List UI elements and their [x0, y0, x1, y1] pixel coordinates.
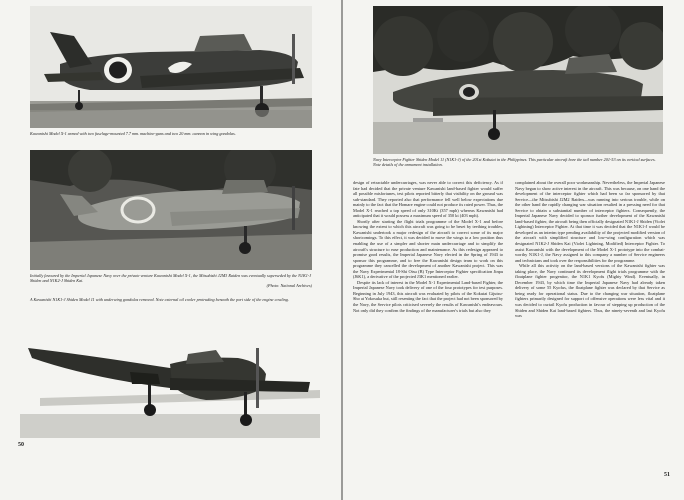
page-number-left: 50 — [18, 442, 24, 448]
photo-shiden-n1k1j — [20, 318, 320, 438]
photo-credit: (Photo: National Archives) — [266, 283, 312, 289]
photo-mitsubishi-raiden — [30, 150, 312, 270]
left-page — [0, 0, 341, 500]
caption-photo-2-text: Initially favoured by the Imperial Japanese Navy over the private venture Kawanishi Model X-1, the Mitsubishi J2M3 Raiden was eventually superseded by the N1K1-J Shiden and N1K2-J Shiden Kai. — [30, 273, 312, 284]
paragraph: While all this activity on the land-based versions of the Kawanishi fighter was taking place, the Navy continued its development flight trials programme with the floatplane fighter progenitor, the N1K1 Kyofu (Mighty Wind). Eventually, in December 1943, by which time the Imperial Japanese Navy had already taken delivery of some 55 Kyofus, the floatplane fighter was declared by that Service as being ready for operational status. Due to the changing war situation, floatplane fighters primarily designed for support of offensive operations were less vital and it was decided to curtail Kyofu production in favour of stepping up production of the Shiden and Shiden Kai land-based fighters. Thus, the ninety-seventh and last Kyofu was — [515, 263, 665, 319]
body-column-1 — [353, 180, 503, 450]
photo-shiden-201st-kokutai — [373, 6, 663, 154]
caption-photo-1: Kawanishi Model X-1 armed with two fuselage-mounted 7.7 mm. machine-guns and two 20 mm. cannon in wing gondolas. — [30, 131, 236, 136]
paragraph: complained about the overall poor workmanship. Nevertheless, the Imperial Japanese Navy began to show active interest in the aircraft. This was because, on one hand the development of the interceptor fighter which had been so far sponsored by that Service—the Mitsubishi J2M2 Raiden—was running into serious trouble, while on the other hand the rapidly changing war situation resulted in a pressing need for that Service to obtain a substantial number of interceptor fighters. Consequently, the Imperial Japanese Navy decided to sponsor further development of the Kawanishi land-based fighter, the aircraft being then officially designated N1K1-J Shiden (Violet Lightning) Interceptor Fighter. At that time it was decided that the N1K1-J would be developed as an interim type pending availability of the projected modified version of the aircraft with simplified structure and low-wing configuration which was designated N1K2-J Shiden Kai (Violet Lightning, Modified) Interceptor Fighter. To assist Kawanishi with the development of the Model X-1 prototype into the combat-worthy N1K1-J, the Navy assigned to this company a number of Service engineers and technicians and took over the responsibilities for the programme. — [515, 180, 665, 263]
right-page — [343, 0, 684, 500]
body-column-2 — [515, 180, 665, 468]
caption-photo-3: A Kawanishi N1K1-J Shiden Model 11 with underwing gondolas removed. Note external oil cooler protruding beneath the port side of the engine cowling. — [30, 297, 289, 302]
paragraph: design of retractable undercarriages, was never able to correct this deficiency. As if fate had decided that the private venture Kawanishi land-based fighter would suffer all possible misfortunes, test pilots reported bitterly that visibility on the ground was sub-standard. They reported also that performance fell well below expectations due mainly to the fact that the Homare engine could not produce its rated power. Thus, the Model X-1 reached a top speed of only 310Kt (357 mph) whereas Kawanishi had anticipated that it would possess a maximum speed of 350 kt (403 mph). — [353, 180, 503, 219]
caption-photo-4: Navy Interceptor Fighter Shiden Model 11 (N1K1-J) of the 201st Kokutai in the Philippines. This particular aircraft bore the tail number 201-53 on its vertical surfaces. Note details of the armament installation. — [373, 157, 656, 168]
paragraph: Shortly after starting the flight trials programme of the Model X-1 and before knowing the extent to which this aircraft was going to be beset by teething troubles, Kawanishi undertook a major redesign of the aircraft to correct some of its major shortcomings. To this effect, it was decided to move the wings to a low position thus enabling the use of a simpler and shorter main undercarriage and to simplify the aircraft's structure to ease production and maintenance. As this redesign appeared to promise good results, the Imperial Japanese Navy elected in the Spring of 1943 to sponsor this programme, and to free the Kawanishi design team to work on this programme they cancelled the development of another Kawanishi project. This was the Navy Experimental 18-Shi Otsu (B) Type Interceptor Fighter specification Jinpu (J6K1), a derivative of the projected J3K1 mentioned earlier. — [353, 218, 503, 280]
page-number-right: 51 — [664, 472, 670, 478]
paragraph: Despite its lack of interest in the Model X-1 Experimental Land-based Fighter, the Imperial Japanese Navy took delivery of one of the four prototypes for test purposes. Beginning in July 1943, this aircraft was evaluated by pilots of the Kokutai Gijutsu-Sho at Yokosuka but, still resenting the fact that the project had not been sponsored by the Navy, the Service pilots criticised severely the results of Kawanishi's endeavours. Not only did they confirm the findings of the manufacturer's trials but also they — [353, 279, 503, 313]
photo-kawanishi-x1 — [30, 6, 312, 128]
caption-photo-2 — [30, 273, 312, 289]
